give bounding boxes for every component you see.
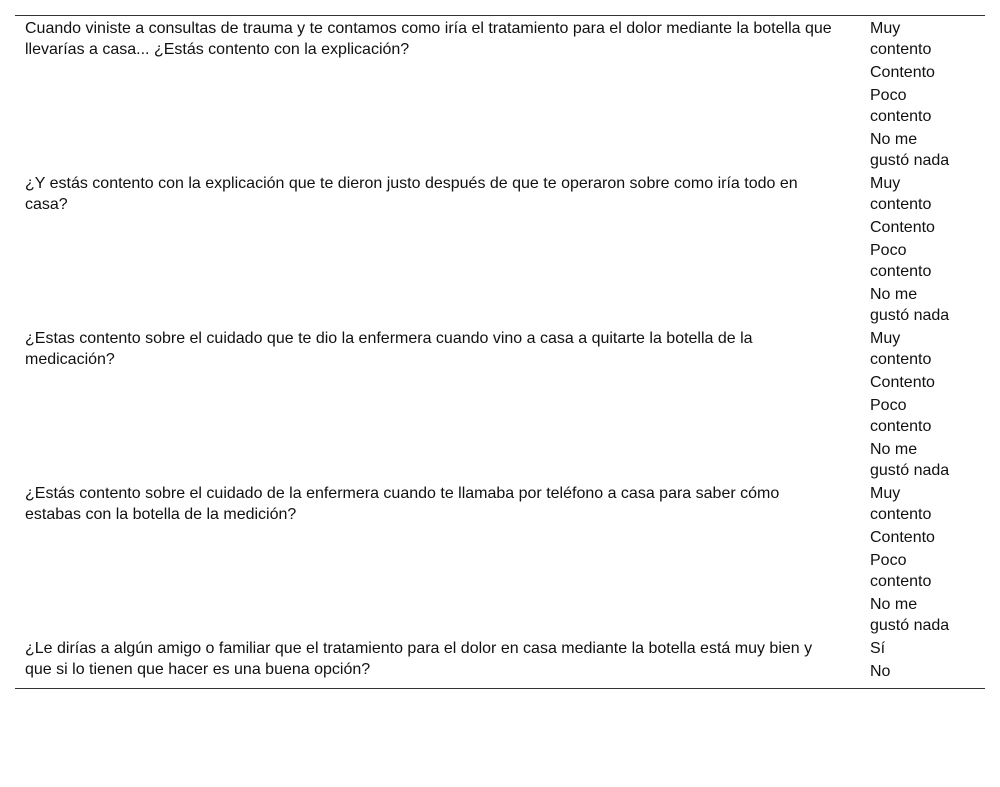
answer-option: Contento — [870, 64, 935, 81]
answer-option: Poco contento — [870, 552, 932, 590]
answer-options — [863, 173, 970, 328]
survey-row-1 — [15, 18, 985, 173]
answer-option: No me gustó nada — [870, 441, 950, 479]
answer-option: No — [870, 663, 891, 680]
answer-option: Poco contento — [870, 397, 932, 435]
answer-option: Muy contento — [870, 20, 932, 58]
answer-option: Contento — [870, 374, 935, 391]
satisfaction-survey-table — [15, 15, 985, 689]
answer-option: No me gustó nada — [870, 286, 950, 324]
answer-option: No me gustó nada — [870, 131, 950, 169]
answer-option: Contento — [870, 219, 935, 236]
question-text: ¿Estas contento sobre el cuidado que te dio la enfermera cuando vino a casa a quitarte la botella de la medicación? — [25, 330, 753, 368]
answer-options — [863, 483, 970, 638]
question-text: ¿Y estás contento con la explicación que te dieron justo después de que te operaron sobre como iría todo en casa? — [25, 175, 798, 213]
survey-row-4 — [15, 483, 985, 638]
question-text: Cuando viniste a consultas de trauma y te contamos como iría el tratamiento para el dolor mediante la botella que llevarías a casa... ¿Estás contento con la explicación? — [25, 20, 832, 58]
answer-option: Poco contento — [870, 242, 932, 280]
answer-option: Muy contento — [870, 330, 932, 368]
answer-option: Muy contento — [870, 485, 932, 523]
answer-option: Poco contento — [870, 87, 932, 125]
survey-row-5 — [15, 638, 985, 684]
question-text: ¿Le dirías a algún amigo o familiar que el tratamiento para el dolor en casa mediante la botella está muy bien y que si lo tienen que hacer es una buena opción? — [25, 640, 813, 678]
survey-row-2 — [15, 173, 985, 328]
answer-options — [863, 18, 970, 173]
survey-row-3 — [15, 328, 985, 483]
answer-option: No me gustó nada — [870, 596, 950, 634]
answer-options — [863, 638, 970, 684]
question-text: ¿Estás contento sobre el cuidado de la enfermera cuando te llamaba por teléfono a casa para saber cómo estabas con la botella de la medición? — [25, 485, 780, 523]
answer-option: Sí — [870, 640, 886, 657]
answer-options — [863, 328, 970, 483]
answer-option: Muy contento — [870, 175, 932, 213]
answer-option: Contento — [870, 529, 935, 546]
